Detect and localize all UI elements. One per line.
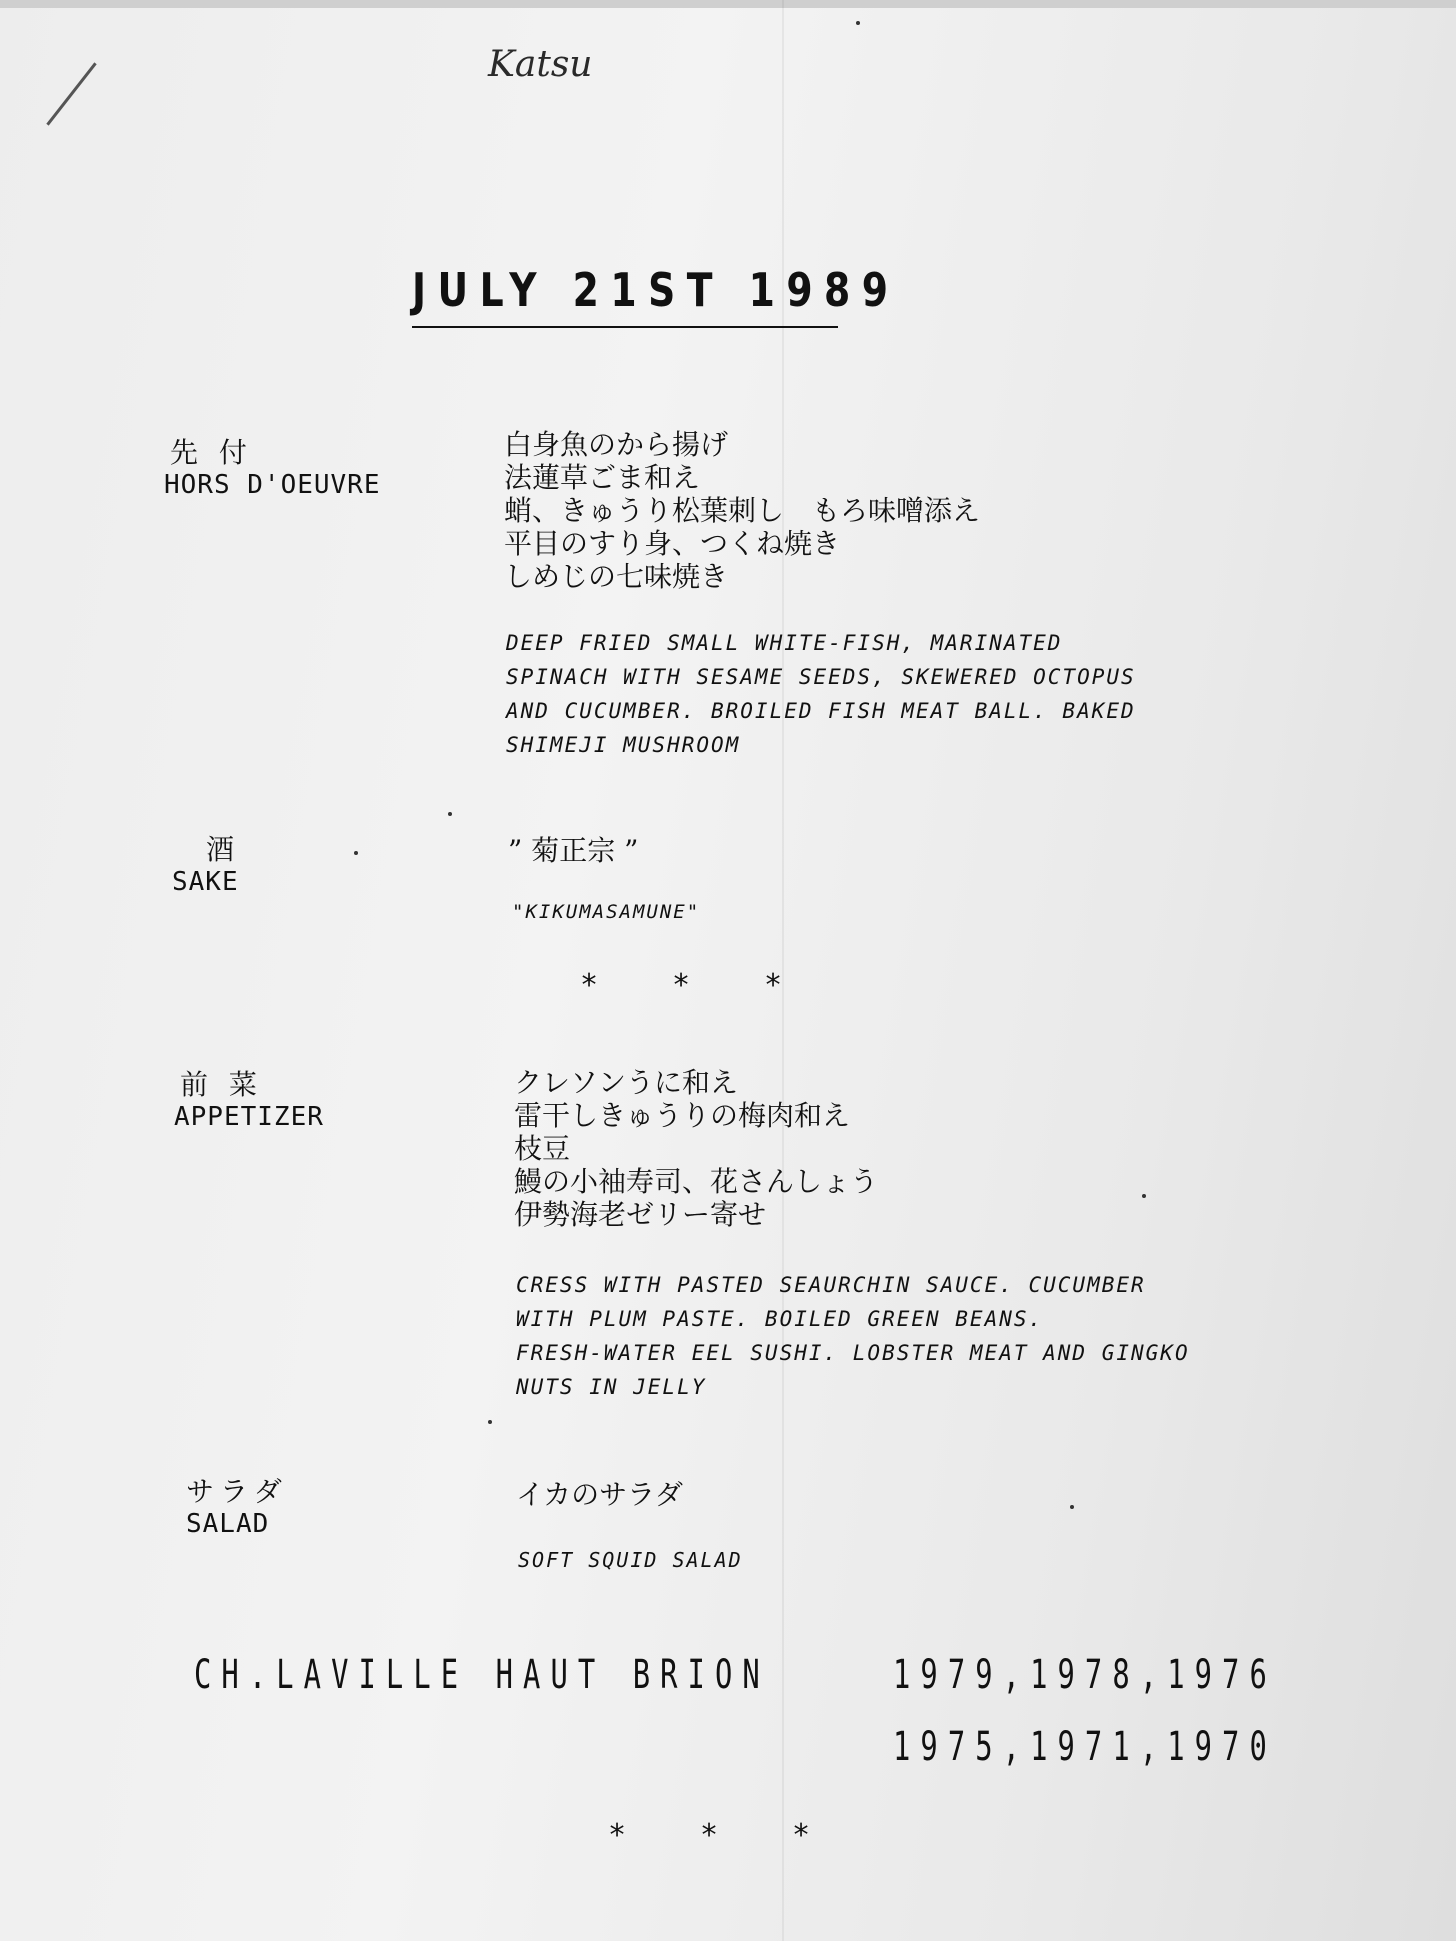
ink-speck bbox=[856, 21, 860, 25]
paper-top-edge bbox=[0, 0, 1456, 8]
section-label-jp: 酒 bbox=[206, 833, 241, 866]
section-label-en: HORS D'OEUVRE bbox=[164, 470, 381, 500]
appetizer-jp-list bbox=[514, 1066, 878, 1231]
menu-item-jp: イカのサラダ bbox=[516, 1478, 683, 1511]
wine-name: CH.LAVILLE HAUT BRION bbox=[194, 1652, 770, 1698]
menu-item-jp: 雷干しきゅうりの梅肉和え bbox=[514, 1099, 851, 1132]
description-line: SPINACH WITH SESAME SEEDS, SKEWERED OCTOPUS bbox=[506, 665, 1136, 689]
ink-speck bbox=[448, 812, 452, 816]
menu-item-jp: 伊勢海老ゼリー寄せ bbox=[514, 1198, 767, 1231]
hors-doeuvre-en-description bbox=[506, 626, 1136, 762]
star: * bbox=[792, 1818, 811, 1853]
section-label-en: APPETIZER bbox=[174, 1102, 324, 1132]
date-title: JULY 21ST 1989 bbox=[412, 263, 900, 317]
description-line: SHIMEJI MUSHROOM bbox=[506, 733, 741, 757]
wine-vintages-line-1: 1979,1978,1976 bbox=[893, 1652, 1277, 1698]
section-label-en: SAKE bbox=[172, 867, 239, 897]
handwritten-note: Katsu bbox=[488, 44, 593, 85]
appetizer-en-description bbox=[516, 1268, 1190, 1404]
title-underline bbox=[412, 326, 838, 328]
description-line: AND CUCUMBER. BROILED FISH MEAT BALL. BAKED bbox=[506, 699, 1136, 723]
menu-item-jp: 鰻の小袖寿司、花さんしょう bbox=[514, 1165, 879, 1198]
section-label-en: SALAD bbox=[186, 1509, 270, 1539]
wine-vintages-line-2: 1975,1971,1970 bbox=[893, 1724, 1277, 1770]
menu-item-jp: 枝豆 bbox=[514, 1132, 571, 1165]
menu-item-jp: 白身魚のから揚げ bbox=[504, 428, 729, 461]
ink-speck bbox=[354, 851, 358, 855]
description-line: DEEP FRIED SMALL WHITE-FISH, MARINATED bbox=[506, 631, 1063, 655]
ink-speck bbox=[1070, 1505, 1074, 1509]
description-line: SOFT SQUID SALAD bbox=[518, 1548, 743, 1572]
section-label-jp: サラダ bbox=[186, 1475, 288, 1508]
hors-doeuvre-jp-list bbox=[504, 428, 980, 593]
description-line: WITH PLUM PASTE. BOILED GREEN BEANS. bbox=[516, 1307, 1044, 1331]
section-label-salad bbox=[186, 1476, 288, 1540]
salad-en-name bbox=[518, 1543, 743, 1577]
salad-jp-name bbox=[516, 1478, 683, 1511]
section-label-appetizer bbox=[174, 1068, 324, 1133]
sake-jp-name bbox=[508, 834, 638, 867]
ink-speck bbox=[1142, 1194, 1146, 1198]
menu-item-jp: 平目のすり身、つくね焼き bbox=[504, 527, 841, 560]
section-label-hors-doeuvre bbox=[164, 436, 381, 501]
description-line: FRESH-WATER EEL SUSHI. LOBSTER MEAT AND GINGKO bbox=[516, 1341, 1190, 1365]
pen-mark bbox=[46, 62, 96, 125]
sake-en-name bbox=[512, 895, 700, 929]
menu-item-jp: クレソンうに和え bbox=[514, 1066, 739, 1099]
menu-item-jp: しめじの七味焼き bbox=[504, 560, 729, 593]
menu-item-jp: ” 菊正宗 ” bbox=[508, 834, 639, 867]
star: * bbox=[764, 968, 783, 1003]
menu-item-jp: 蛸、きゅうり松葉刺し もろ味噌添え bbox=[504, 494, 981, 527]
star: * bbox=[580, 968, 599, 1003]
separator-stars-2 bbox=[608, 1818, 884, 1853]
description-line: CRESS WITH PASTED SEAURCHIN SAUCE. CUCUMBER bbox=[516, 1273, 1146, 1297]
menu-item-jp: 法蓮草ごま和え bbox=[504, 461, 701, 494]
description-line: NUTS IN JELLY bbox=[516, 1375, 707, 1399]
section-label-jp: 前 菜 bbox=[180, 1068, 263, 1101]
star: * bbox=[608, 1818, 627, 1853]
section-label-sake bbox=[172, 833, 241, 898]
section-label-jp: 先 付 bbox=[170, 436, 253, 469]
star: * bbox=[700, 1818, 719, 1853]
separator-stars-1 bbox=[580, 968, 856, 1003]
ink-speck bbox=[488, 1420, 492, 1424]
description-line: "KIKUMASAMUNE" bbox=[512, 901, 701, 923]
star: * bbox=[672, 968, 691, 1003]
